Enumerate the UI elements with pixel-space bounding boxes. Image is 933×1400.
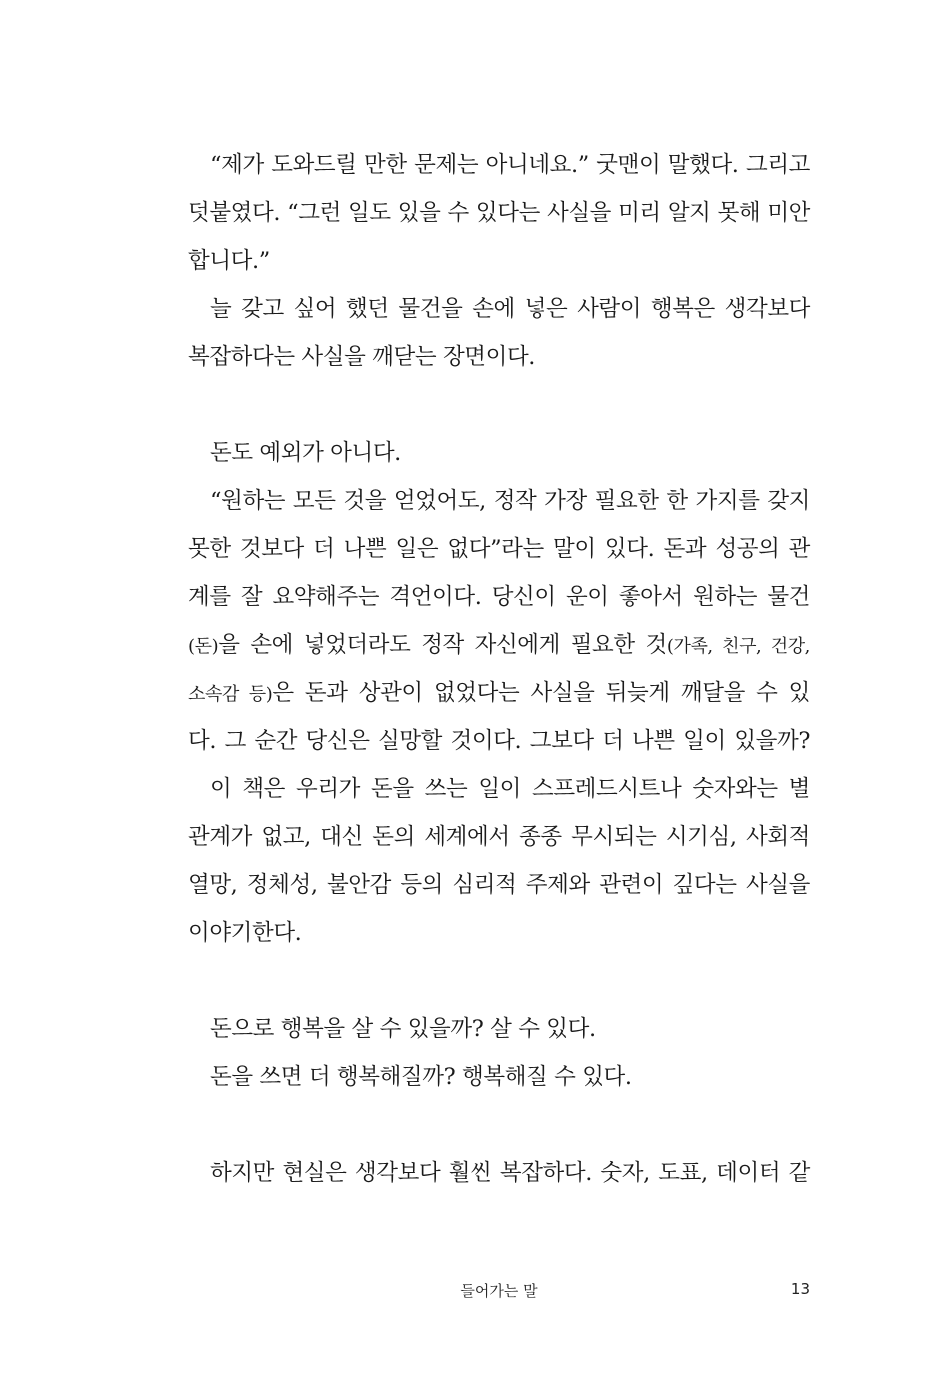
parenthetical-note: (돈) — [188, 636, 219, 657]
paragraph-line: 열망, 정체성, 불안감 등의 심리적 주제와 관련이 깊다는 사실을 — [188, 872, 810, 898]
paragraph-line: 돈도 예외가 아니다. — [210, 440, 401, 466]
line-text: 은 돈과 상관이 없었다는 사실을 뒤늦게 깨달을 수 있 — [272, 680, 810, 706]
paragraph-gap — [188, 957, 810, 1005]
page-footer — [188, 1280, 810, 1304]
paragraph-line — [188, 621, 810, 669]
line-text: 을 손에 넣었더라도 정작 자신에게 필요한 것 — [218, 632, 667, 658]
page-body — [188, 141, 810, 1197]
paragraph-gap — [188, 1101, 810, 1149]
paragraph-line: 계를 잘 요약해주는 격언이다. 당신이 운이 좋아서 원하는 물건 — [188, 584, 810, 610]
paragraph-line: 이 책은 우리가 돈을 쓰는 일이 스프레드시트나 숫자와는 별 — [210, 776, 810, 802]
paragraph-line: 합니다.” — [188, 248, 270, 274]
paragraph-line: “원하는 모든 것을 얻었어도, 정작 가장 필요한 한 가지를 갖지 — [210, 488, 810, 514]
paragraph-line: 다. 그 순간 당신은 실망할 것이다. 그보다 더 나쁜 일이 있을까? — [188, 728, 810, 754]
running-title: 들어가는 말 — [460, 1282, 538, 1300]
parenthetical-note: 소속감 등) — [188, 684, 273, 705]
paragraph-line: 이야기한다. — [188, 920, 302, 946]
paragraph-line: 하지만 현실은 생각보다 훨씬 복잡하다. 숫자, 도표, 데이터 같 — [210, 1160, 810, 1186]
paragraph-line: 덧붙였다. “그런 일도 있을 수 있다는 사실을 미리 알지 못해 미안 — [188, 200, 810, 226]
paragraph-line: 돈으로 행복을 살 수 있을까? 살 수 있다. — [210, 1016, 596, 1042]
paragraph-line: 관계가 없고, 대신 돈의 세계에서 종종 무시되는 시기심, 사회적 — [188, 824, 810, 850]
paragraph-line: 늘 갖고 싶어 했던 물건을 손에 넣은 사람이 행복은 생각보다 — [210, 296, 810, 322]
paragraph-line — [188, 669, 810, 717]
page-number: 13 — [790, 1280, 810, 1298]
paragraph-line: “제가 도와드릴 만한 문제는 아니네요.” 굿맨이 말했다. 그리고 — [210, 152, 810, 178]
paragraph-line: 못한 것보다 더 나쁜 일은 없다”라는 말이 있다. 돈과 성공의 관 — [188, 536, 810, 562]
paragraph-line: 돈을 쓰면 더 행복해질까? 행복해질 수 있다. — [210, 1064, 632, 1090]
parenthetical-note: (가족, 친구, 건강, — [666, 636, 810, 657]
paragraph-line: 복잡하다는 사실을 깨닫는 장면이다. — [188, 344, 536, 370]
paragraph-gap — [188, 381, 810, 429]
